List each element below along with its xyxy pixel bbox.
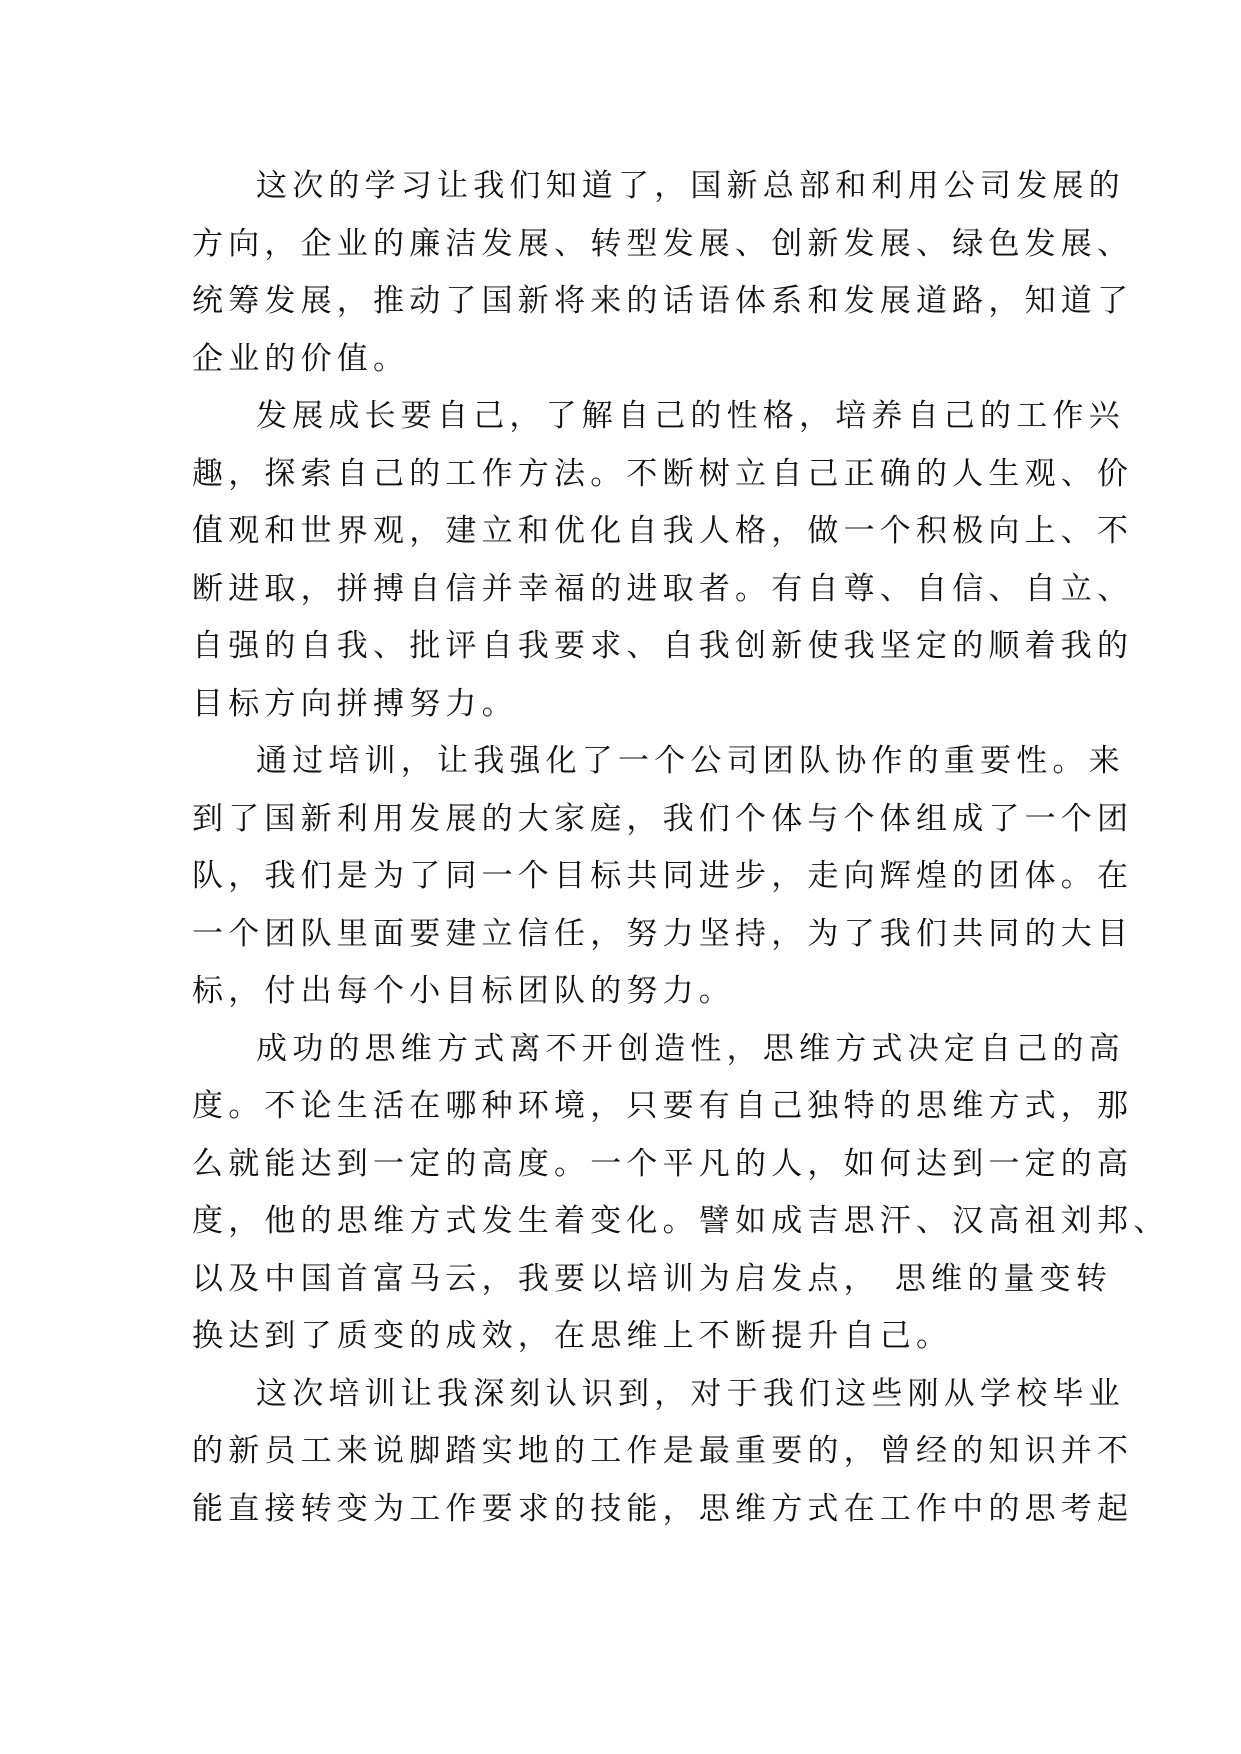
paragraph-3 (192, 733, 1134, 1021)
text-line: 发展成长要自己，了解自己的性格，培养自己的工作兴 (256, 398, 1125, 434)
text-line: 目标方向拼搏努力。 (192, 685, 518, 722)
text-line: 么就能达到一定的高度。一个平凡的人，如何达到一定的高 (192, 1145, 1134, 1182)
paragraph-5 (192, 1366, 1134, 1539)
paragraph-1 (192, 158, 1134, 388)
text-line: 这次的学习让我们知道了，国新总部和利用公司发展的 (256, 168, 1125, 204)
text-line: 一个团队里面要建立信任，努力坚持，为了我们共同的大目 (192, 915, 1134, 952)
text-line: 队，我们是为了同一个目标共同进步，走向辉煌的团体。在 (192, 858, 1134, 894)
text-line: 企业的价值。 (192, 340, 410, 377)
paragraph-2 (192, 388, 1134, 733)
text-line: 方向，企业的廉洁发展、转型发展、创新发展、绿色发展、 (192, 225, 1134, 262)
text-line: 的新员工来说脚踏实地的工作是最重要的，曾经的知识并不 (192, 1433, 1134, 1469)
text-line: 以及中国首富马云，我要以培训为启发点， 思维的量变转 (192, 1260, 1113, 1297)
text-line: 断进取，拼搏自信并幸福的进取者。有自尊、自信、自立、 (192, 570, 1134, 607)
text-line: 自强的自我、批评自我要求、自我创新使我坚定的顺着我的 (192, 628, 1134, 664)
text-line: 度，他的思维方式发生着变化。譬如成吉思汗、汉高祖刘邦、 (192, 1203, 1170, 1239)
text-line: 这次培训让我深刻认识到，对于我们这些刚从学校毕业 (256, 1375, 1125, 1412)
text-line: 标，付出每个小目标团队的努力。 (192, 973, 735, 1009)
text-line: 能直接转变为工作要求的技能，思维方式在工作中的思考起 (192, 1490, 1134, 1527)
paragraph-4 (192, 1021, 1170, 1366)
text-line: 成功的思维方式离不开创造性，思维方式决定自己的高 (256, 1030, 1125, 1067)
text-line: 度。不论生活在哪种环境，只要有自己独特的思维方式，那 (192, 1088, 1134, 1124)
text-line: 到了国新利用发展的大家庭，我们个体与个体组成了一个团 (192, 800, 1134, 837)
document-body (192, 158, 1170, 1538)
text-line: 通过培训，让我强化了一个公司团队协作的重要性。来 (256, 743, 1125, 779)
text-line: 值观和世界观，建立和优化自我人格，做一个积极向上、不 (192, 513, 1134, 549)
text-line: 趣，探索自己的工作方法。不断树立自己正确的人生观、价 (192, 455, 1134, 492)
text-line: 统筹发展，推动了国新将来的话语体系和发展道路，知道了 (192, 283, 1134, 319)
text-line: 换达到了质变的成效，在思维上不断提升自己。 (192, 1318, 953, 1354)
